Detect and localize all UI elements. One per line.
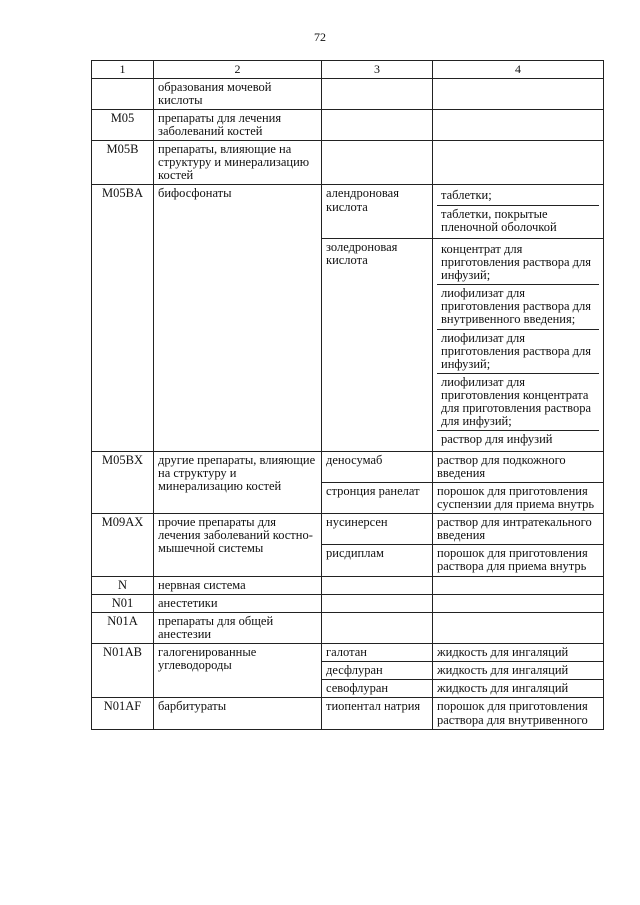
dosage-form-cell (433, 185, 604, 238)
substance-cell: алендроновая кислота (322, 185, 433, 238)
atc-code-cell: M05BX (92, 451, 154, 514)
substance-cell: рисдиплам (322, 545, 433, 576)
table-row (92, 141, 604, 185)
table-row (92, 78, 604, 109)
atc-code-cell: M05 (92, 109, 154, 140)
dosage-form-cell: порошок для приготовления раствора для внутривенного (433, 698, 604, 729)
substance-cell (322, 576, 433, 594)
substance-cell: десфлуран (322, 662, 433, 680)
group-cell: галогенированные углеводороды (154, 644, 322, 698)
table-row (92, 185, 604, 238)
substance-cell: золедроновая кислота (322, 238, 433, 451)
substance-cell: стронция ранелат (322, 482, 433, 513)
group-cell: барбитураты (154, 698, 322, 729)
group-cell: препараты для общей анестезии (154, 612, 322, 643)
atc-code-cell: M05B (92, 141, 154, 185)
substance-cell (322, 109, 433, 140)
table-row (92, 514, 604, 545)
substance-cell (322, 594, 433, 612)
dosage-form: концентрат для приготовления раствора для инфузий; (441, 241, 591, 283)
dosage-form-cell (433, 78, 604, 109)
dosage-form-cell: порошок для приготовления суспензии для приема внутрь (433, 482, 604, 513)
atc-code-cell: N01AB (92, 644, 154, 698)
dosage-form-cell (433, 594, 604, 612)
table-row (92, 644, 604, 662)
dosage-form: таблетки, покрытые пленочной оболочкой (437, 205, 599, 236)
atc-code-cell: N01AF (92, 698, 154, 729)
dosage-form-cell: жидкость для ингаляций (433, 680, 604, 698)
group-cell: образования мочевой кислоты (154, 78, 322, 109)
substance-cell: севофлуран (322, 680, 433, 698)
group-cell: анестетики (154, 594, 322, 612)
table-row (92, 451, 604, 482)
group-cell: препараты, влияющие на структуру и минерализацию костей (154, 141, 322, 185)
group-cell: другие препараты, влияющие на структуру и минерализацию костей (154, 451, 322, 514)
dosage-form-cell: раствор для подкожного введения (433, 451, 604, 482)
substance-cell: деносумаб (322, 451, 433, 482)
group-cell: прочие препараты для лечения заболеваний костно-мышечной системы (154, 514, 322, 577)
substance-cell (322, 78, 433, 109)
dosage-form: лиофилизат для приготовления концентрата для приготовления раствора для инфузий; (437, 373, 599, 431)
dosage-form-cell (433, 576, 604, 594)
atc-code-cell: N (92, 576, 154, 594)
header-cell: 1 (92, 61, 154, 79)
header-cell: 3 (322, 61, 433, 79)
page-number: 72 (314, 30, 326, 44)
group-cell: бифосфонаты (154, 185, 322, 451)
substance-cell: тиопентал натрия (322, 698, 433, 729)
table-row (92, 698, 604, 729)
dosage-form-cell: жидкость для ингаляций (433, 644, 604, 662)
dosage-form-cell (433, 238, 604, 451)
substance-cell: галотан (322, 644, 433, 662)
dosage-form-cell: раствор для интратекального введения (433, 514, 604, 545)
table-row (92, 576, 604, 594)
atc-code-cell (92, 78, 154, 109)
substance-cell: нусинерсен (322, 514, 433, 545)
dosage-form-cell (433, 141, 604, 185)
dosage-form-cell: порошок для приготовления раствора для приема внутрь (433, 545, 604, 576)
atc-code-cell: M05BA (92, 185, 154, 451)
drug-table (91, 60, 604, 730)
dosage-form: таблетки; (441, 188, 492, 203)
header-cell: 4 (433, 61, 604, 79)
table-row (92, 594, 604, 612)
atc-code-cell: M09AX (92, 514, 154, 577)
atc-code-cell: N01A (92, 612, 154, 643)
table-row (92, 612, 604, 643)
dosage-form: раствор для инфузий (437, 430, 599, 448)
group-cell: нервная система (154, 576, 322, 594)
group-cell: препараты для лечения заболеваний костей (154, 109, 322, 140)
dosage-form-cell (433, 109, 604, 140)
dosage-form-cell: жидкость для ингаляций (433, 662, 604, 680)
atc-code-cell: N01 (92, 594, 154, 612)
substance-cell (322, 612, 433, 643)
table-row (92, 109, 604, 140)
header-cell: 2 (154, 61, 322, 79)
dosage-form: лиофилизат для приготовления раствора для инфузий; (437, 329, 599, 373)
dosage-form: лиофилизат для приготовления раствора для внутривенного введения; (437, 284, 599, 328)
substance-cell (322, 141, 433, 185)
dosage-form-cell (433, 612, 604, 643)
table-header-row (92, 61, 604, 79)
